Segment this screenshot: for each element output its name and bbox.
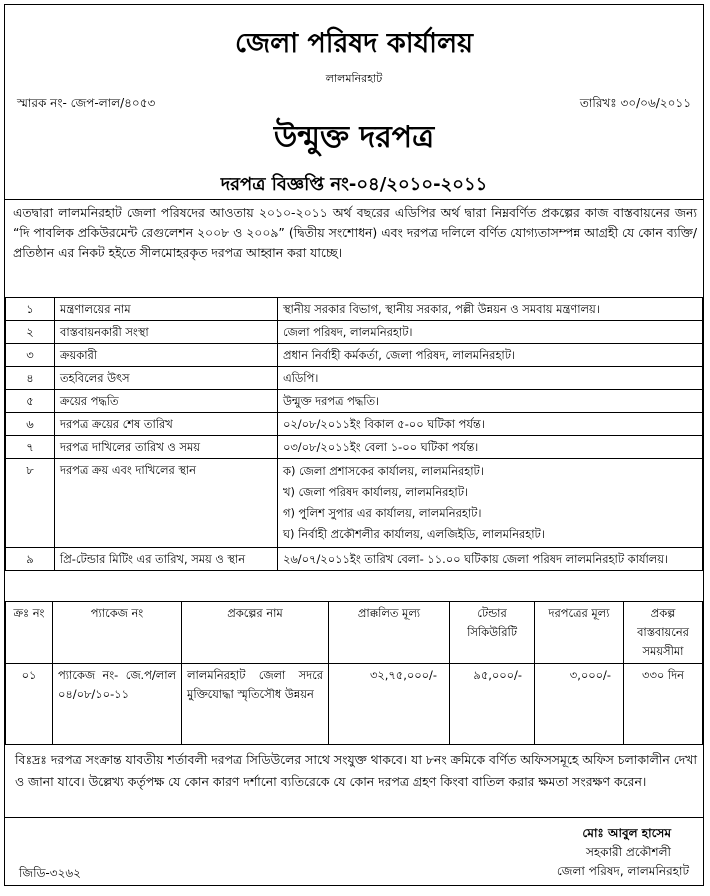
- place-item: ঘ) নির্বাহী প্রকৌশলীর কার্যালয়, এলজিইডি, লালমনিরহাট।: [283, 527, 545, 541]
- info-row: [6, 321, 703, 344]
- info-row: [6, 413, 703, 436]
- implementation-duration: ৩৩০ দিন: [624, 664, 703, 745]
- row-label: ক্রয়কারী: [55, 344, 278, 367]
- row-number: ৪: [6, 367, 55, 390]
- row-label: প্রি-টেন্ডার মিটিং এর তারিখ, সময় ও স্থান: [55, 548, 278, 571]
- project-name: লালমনিরহাট জেলা সদরে মুক্তিযোদ্ধা স্মৃতিসৌধ উন্নয়ন: [182, 664, 329, 745]
- row-label: মন্ত্রণালয়ের নাম: [55, 298, 278, 321]
- info-table: [5, 297, 703, 571]
- row-value: ০২/০৮/২০১১ইং বিকাল ৫-০০ ঘটিকা পর্যন্ত।: [278, 413, 703, 436]
- row-label: দরপত্র ক্রয়ের শেষ তারিখ: [55, 413, 278, 436]
- row-number: ৮: [6, 459, 55, 548]
- divider: [5, 817, 703, 818]
- row-number: ২: [6, 321, 55, 344]
- info-row: [6, 436, 703, 459]
- row-label: তহবিলের উৎস: [55, 367, 278, 390]
- row-number: ১: [6, 298, 55, 321]
- row-label: বাস্তবায়নকারী সংস্থা: [55, 321, 278, 344]
- place-item: গ) পুলিশ সুপার এর কার্যালয়, লালমনিরহাট।: [283, 506, 482, 520]
- info-row: [6, 298, 703, 321]
- estimated-cost: ৩২,৭৫,০০০/-: [329, 664, 450, 745]
- info-row: [6, 390, 703, 413]
- package-table: [5, 601, 703, 745]
- column-header: প্রাক্কলিত মূল্য: [329, 602, 450, 664]
- footnote: বিঃদ্রঃ দরপত্র সংক্রান্ত যাবতীয় শর্তাবলী দরপত্র সিডিউলের সাথে সংযুক্ত থাকবে। যা ৮নং ক্রমিকে বর্ণিত অফিসসমূহে অফিস চলাকালীন দেখা ও জানা যাবে। উল্লেখ্য কর্তৃপক্ষ যে কোন কারণ দর্শানো ব্যতিরেকে যে কোন দরপত্র গ্রহণ কিংবা বাতিল করার ক্ষমতা সংরক্ষণ করেন।: [15, 752, 697, 789]
- signatory-office: জেলা পরিষদ, লালমনিরহাট: [556, 864, 689, 878]
- tender-security: ৯৫,০০০/-: [450, 664, 535, 745]
- row-value: এডিপি।: [278, 367, 703, 390]
- district-name: লালমনিরহাট: [325, 72, 383, 85]
- intro-paragraph: এতদ্বারা লালমনিরহাট জেলা পরিষদের আওতায় ২০১০-২০১১ অর্থ বছরের এডিপির অর্থ দ্বারা নিম্নবর্ণিত প্রকল্পের কাজ বাস্তবায়নের জন্য “দি পাবলিক প্রকিউরমেন্ট রেগুলেশন ২০০৮ ও ২০০৯” (দ্বিতীয় সংশোধন) এবং দরপত্র দলিলে বর্ণিত যোগ্যতাসম্পন্ন আগ্রহী যে কোন ব্যক্তি/প্রতিষ্ঠান এর নিকট হইতে সীলমোহরকৃত দরপত্র আহ্বান করা যাচ্ছে।: [13, 205, 697, 260]
- place-list: [278, 459, 703, 548]
- place-item: খ) জেলা পরিষদ কার্যালয়, লালমনিরহাট।: [283, 485, 468, 499]
- row-label: দরপত্র দাখিলের তারিখ ও সময়: [55, 436, 278, 459]
- row-label: দরপত্র ক্রয় এবং দাখিলের স্থান: [55, 459, 278, 548]
- office-name: জেলা পরিষদ কার্যালয়: [235, 28, 473, 59]
- info-row-places: [6, 459, 703, 548]
- row-value: জেলা পরিষদ, লালমনিরহাট।: [278, 321, 703, 344]
- info-row-pretender: [6, 548, 703, 571]
- info-row: [6, 344, 703, 367]
- signatory-name: মোঃ আবুল হাসেম: [582, 826, 671, 840]
- column-header: ক্রঃ নং: [6, 602, 53, 664]
- info-row: [6, 367, 703, 390]
- row-value: ০৩/০৮/২০১১ইং বেলা ১-০০ ঘটিকা পর্যন্ত।: [278, 436, 703, 459]
- row-value: ২৬/০৭/২০১১ইং তারিখ বেলা- ১১.০০ ঘটিকায় জেলা পরিষদ লালমনিরহাট কার্যালয়।: [278, 548, 703, 571]
- document-price: ৩,০০০/-: [535, 664, 624, 745]
- signatory-designation: সহকারী প্রকৌশলী: [585, 845, 671, 859]
- column-header: প্যাকেজ নং: [53, 602, 182, 664]
- notice-date: তারিখঃ ৩০/০৬/২০১১: [579, 96, 691, 110]
- place-item: ক) জেলা প্রশাসকের কার্যালয়, লালমনিরহাট।: [283, 464, 484, 478]
- row-label: ক্রয়ের পদ্ধতি: [55, 390, 278, 413]
- notice-title: উন্মুক্ত দরপত্র: [273, 120, 435, 155]
- row-number: ৫: [6, 390, 55, 413]
- package-row: [6, 664, 703, 745]
- row-number: ৯: [6, 548, 55, 571]
- package-number: প্যাকেজ নং- জে.প/লাল ০৪/০৮/১০-১১: [53, 664, 182, 745]
- row-value: প্রধান নির্বাহী কর্মকর্তা, জেলা পরিষদ, লালমনিরহাট।: [278, 344, 703, 367]
- column-header: টেন্ডার সিকিউরিটি: [450, 602, 535, 664]
- row-value: উন্মুক্ত দরপত্র পদ্ধতি।: [278, 390, 703, 413]
- notice-number: দরপত্র বিজ্ঞপ্তি নং-০৪/২০১০-২০১১: [220, 174, 488, 195]
- row-number: ৩: [6, 344, 55, 367]
- package-sl: ০১: [6, 664, 53, 745]
- package-header-row: [6, 602, 703, 664]
- row-number: ৬: [6, 413, 55, 436]
- column-header: প্রকল্প বাস্তবায়নের সময়সীমা: [624, 602, 703, 664]
- column-header: দরপত্রের মূল্য: [535, 602, 624, 664]
- divider: [5, 199, 703, 200]
- gd-number: জিডি-৩২৬২: [19, 866, 81, 880]
- tender-notice: [4, 4, 704, 886]
- column-header: প্রকল্পের নাম: [182, 602, 329, 664]
- row-number: ৭: [6, 436, 55, 459]
- row-value: স্থানীয় সরকার বিভাগ, স্থানীয় সরকার, পল্লী উন্নয়ন ও সমবায় মন্ত্রণালয়।: [278, 298, 703, 321]
- memo-number: স্মারক নং- জেপ-লাল/৪০৫৩: [17, 96, 156, 110]
